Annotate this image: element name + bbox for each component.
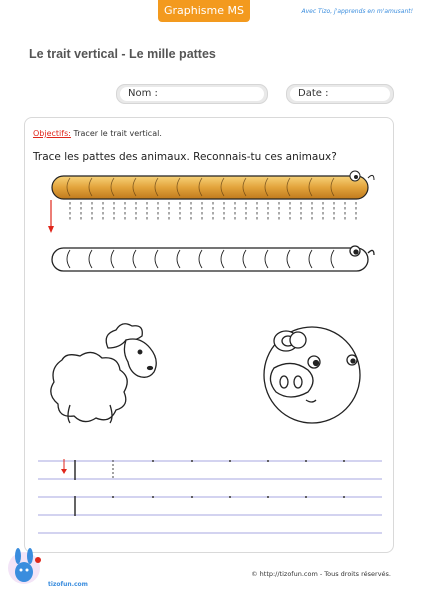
caterpillar-colored [52, 171, 374, 199]
level-tab: Graphisme MS [158, 0, 250, 22]
instruction-text: Trace les pattes des animaux. Reconnais-tu ces animaux? [33, 151, 337, 163]
tizo-mascot-logo [8, 548, 41, 584]
practice-lines-row-1 [38, 459, 382, 480]
tagline: Avec Tizo, j'apprends en m'amusant! [301, 8, 413, 15]
pig-drawing [264, 327, 360, 423]
date-field-label: Date : [290, 87, 390, 101]
page-title: Le trait vertical - Le mille pattes [29, 47, 216, 61]
name-field-label: Nom : [120, 87, 264, 101]
objectives-text: Tracer le trait vertical. [73, 129, 162, 138]
dashed-legs [70, 202, 356, 222]
copyright-footer: © http://tizofun.com - Tous droits réservés. [251, 570, 391, 578]
practice-lines-row-2 [38, 496, 382, 516]
sheep-drawing [51, 324, 156, 423]
logo-text: tizofun.com [48, 581, 88, 588]
caterpillar-outline [52, 246, 374, 271]
objectives-label: Objectifs: [33, 129, 71, 138]
red-arrow-icon [48, 200, 54, 233]
